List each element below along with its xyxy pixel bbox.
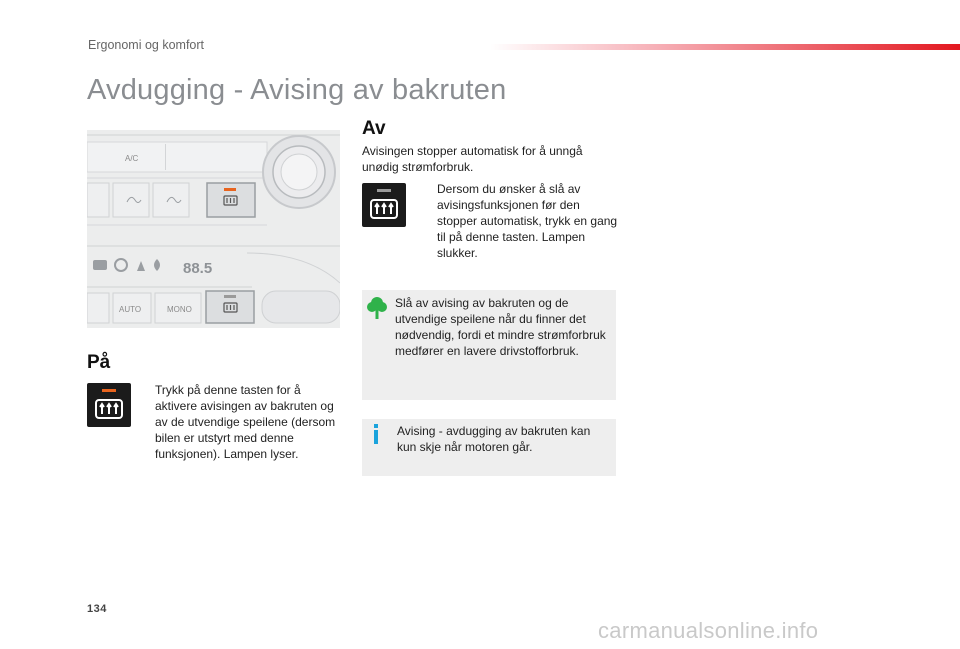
eco-tip-box xyxy=(362,290,616,400)
off-instruction-text: Dersom du ønsker å slå av avisingsfunksjonen før den stopper automatisk, trykk en gang til på denne tasten. Lampen slukker. xyxy=(437,182,618,260)
off-intro-text: Avisingen stopper automatisk for å unngå unødig strømforbruk. xyxy=(362,144,583,174)
page-number: 134 xyxy=(87,603,107,615)
temperature-display: 88.5 xyxy=(183,260,213,277)
mono-label: MONO xyxy=(167,305,192,314)
rear-defrost-icon xyxy=(362,183,406,227)
control-panel-illustration-top xyxy=(87,130,340,245)
info-note-box xyxy=(362,419,616,476)
control-panel-photo-top xyxy=(87,130,340,245)
info-icon xyxy=(371,424,381,444)
ac-label: A/C xyxy=(125,154,139,163)
info-note-text: Avising - avdugging av bakruten kan kun skje når motoren går. xyxy=(397,424,591,454)
rear-defrost-icon xyxy=(87,383,131,427)
control-panel-photo-bottom xyxy=(87,243,340,328)
page-title: Avdugging - Avising av bakruten xyxy=(87,74,507,106)
lamp-indicator-off xyxy=(377,189,391,192)
eco-tip-text: Slå av avising av bakruten og de utvendige speilene når du finner det nødvendig, fordi et mindre strømforbruk medfører en lavere drivstofforbruk. xyxy=(395,296,606,358)
on-heading: På xyxy=(87,352,111,373)
header-accent-bar xyxy=(490,44,960,50)
eco-tree-icon xyxy=(367,296,387,320)
control-panel-illustration-bottom xyxy=(87,243,340,328)
section-header: Ergonomi og komfort xyxy=(88,38,205,52)
lamp-indicator-on xyxy=(102,389,116,392)
on-instruction-text: Trykk på denne tasten for å aktivere avisingen av bakruten og av de utvendige speilene (dersom bilen er utstyrt med denne funksjonen). Lampen lyser. xyxy=(155,383,336,461)
rear-defrost-button-on xyxy=(87,383,131,427)
watermark: carmanualsonline.info xyxy=(598,618,819,643)
off-heading: Av xyxy=(362,118,386,139)
auto-label: AUTO xyxy=(119,305,142,314)
rear-defrost-button-off xyxy=(362,183,406,227)
